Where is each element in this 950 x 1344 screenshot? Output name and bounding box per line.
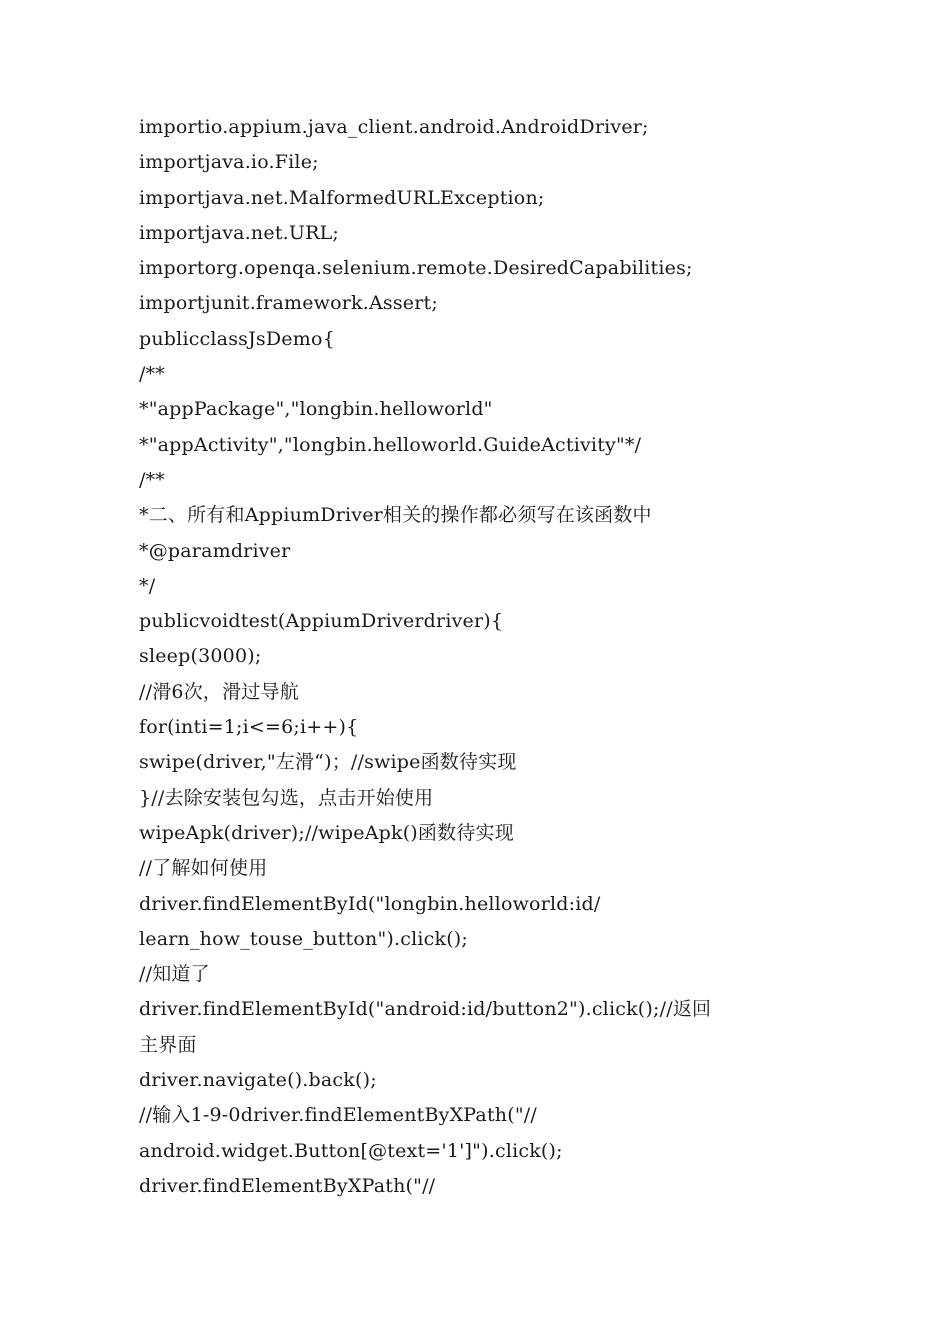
code-line: }//去除安装包勾选，点击开始使用 <box>139 786 434 809</box>
code-line: */ <box>139 574 156 597</box>
code-line: *@paramdriver <box>139 539 291 562</box>
code-line: importjunit.framework.Assert; <box>139 292 438 315</box>
code-line: driver.findElementByXPath("// <box>139 1174 436 1197</box>
code-line: //输入1-9-0driver.findElementByXPath("// <box>139 1104 537 1127</box>
code-line: /** <box>139 363 166 386</box>
code-line: learn_how_touse_button").click(); <box>139 927 469 950</box>
code-line: importorg.openqa.selenium.remote.DesiredCapabilities; <box>139 257 693 280</box>
code-line: swipe(driver,"左滑“)；//swipe函数待实现 <box>139 751 517 774</box>
code-line: importjava.net.MalformedURLException; <box>139 186 545 209</box>
code-line: importio.appium.java_client.android.AndroidDriver; <box>139 116 649 138</box>
code-line: 主界面 <box>139 1033 197 1056</box>
code-line: sleep(3000); <box>139 645 262 668</box>
code-line: //滑6次，滑过导航 <box>139 680 299 703</box>
code-line: driver.findElementById("longbin.helloworld:id/ <box>139 892 601 915</box>
code-line: *二、所有和AppiumDriver相关的操作都必须写在该函数中 <box>139 504 652 527</box>
code-line: driver.navigate().back(); <box>139 1069 377 1092</box>
code-line: android.widget.Button[@text='1']").click(); <box>139 1139 563 1162</box>
code-line: publicclassJsDemo{ <box>139 327 335 350</box>
code-line: for(inti=1;i<=6;i++){ <box>139 716 359 739</box>
code-line: *"appPackage","longbin.helloworld" <box>139 398 493 421</box>
code-line: wipeApk(driver);//wipeApk()函数待实现 <box>139 821 514 844</box>
code-line: publicvoidtest(AppiumDriverdriver){ <box>139 610 504 633</box>
code-line: //了解如何使用 <box>139 857 268 880</box>
code-line: driver.findElementById("android:id/button2").click();//返回 <box>139 998 712 1021</box>
code-line: /** <box>139 468 166 491</box>
code-listing <box>139 110 819 1204</box>
code-line: *"appActivity","longbin.helloworld.GuideActivity"*/ <box>139 433 642 456</box>
code-line: //知道了 <box>139 963 210 986</box>
code-line: importjava.net.URL; <box>139 221 340 244</box>
code-line: importjava.io.File; <box>139 151 319 174</box>
